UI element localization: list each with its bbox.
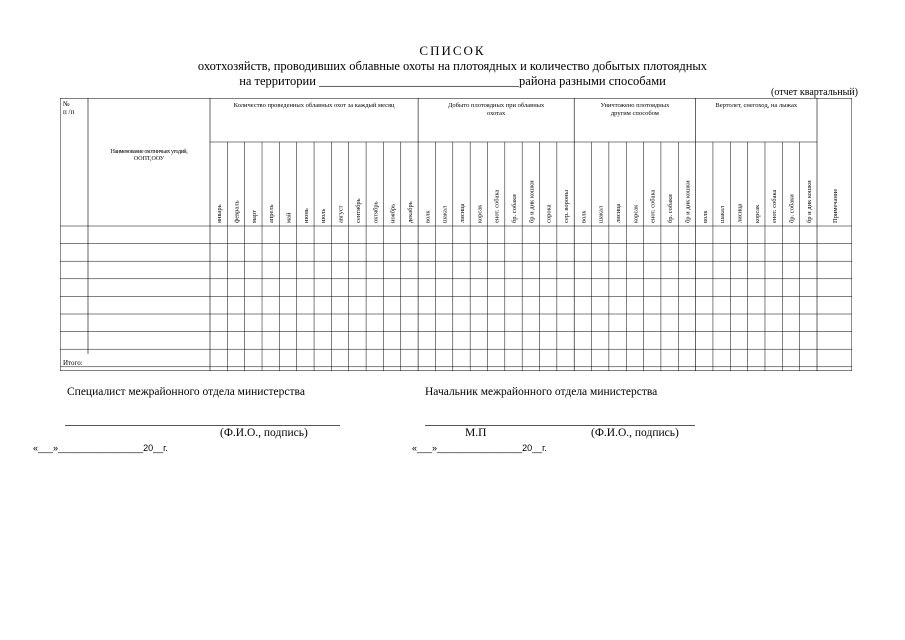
col-hunted-19-label: сорока xyxy=(545,204,553,223)
chief-title: Начальник межрайонного отдела министерства xyxy=(425,386,658,398)
report-table-grid xyxy=(60,98,852,371)
specialist-signature-caption: (Ф.И.О., подпись) xyxy=(220,427,308,439)
report-period-note: (отчет квартальный) xyxy=(771,87,858,98)
col-month-2-label: март xyxy=(250,210,258,223)
group-hunted-label-sub: охотах xyxy=(487,110,506,117)
stamp-place: М.П xyxy=(465,427,487,439)
col-month-7-label: август xyxy=(337,205,345,223)
col-hunted-12-label: волк xyxy=(424,210,432,223)
col-other-23-label: лисица xyxy=(615,203,623,223)
chief-signature-caption: (Ф.И.О., подпись) xyxy=(591,427,679,439)
col-hunted-13-label: шакал xyxy=(441,205,449,223)
col-number-label-sub: п /п xyxy=(63,108,75,116)
col-month-4-label: май xyxy=(285,212,293,223)
col-heli-30-label: лисица xyxy=(736,203,744,223)
group-other-label: Уничтожено плотоядных xyxy=(600,102,670,109)
col-other-25-label: енот. собака xyxy=(649,189,657,223)
col-other-27-label: бр и дик кошки xyxy=(684,180,692,223)
col-other-22-label: шакал xyxy=(597,205,605,223)
col-hunted-20-label: сер. вороны xyxy=(563,190,571,223)
col-heli-33-label: бр. собаки xyxy=(788,194,796,223)
col-month-5-label: июнь xyxy=(302,208,310,223)
document-subtitle-line1: охотхозяйств, проводивших облавные охоты на плотоядных и количество добытых плотоядных xyxy=(197,59,708,73)
col-hunted-18-label: бр и дик кошки xyxy=(528,180,536,223)
col-month-9-label: октябрь xyxy=(372,201,380,223)
group-months-label: Количество проведенных облавных охот за каждый месяц xyxy=(233,102,395,109)
report-table xyxy=(60,98,852,376)
col-heli-32-label: енот. собака xyxy=(771,189,779,223)
col-heli-28-label: волк xyxy=(701,210,709,223)
col-month-11-label: декабрь xyxy=(406,201,414,223)
document-subtitle-line2: на территории ________________________________района разными способами xyxy=(239,74,666,88)
col-hunted-17-label: бр. собаки xyxy=(511,194,518,223)
chief-signature-line xyxy=(425,425,695,426)
col-hunted-15-label: корсак xyxy=(476,204,484,223)
document-title: СПИСОК xyxy=(419,43,486,58)
col-month-6-label: июль xyxy=(320,208,328,223)
col-heli-29-label: шакал xyxy=(719,205,727,223)
col-name-label-sub: ООПТ,ООУ xyxy=(133,156,165,162)
col-month-1-label: февраль xyxy=(233,200,241,223)
specialist-title: Специалист межрайонного отдела министерства xyxy=(67,386,305,398)
specialist-date: «___»_________________20__г. xyxy=(33,443,168,453)
group-heli-label: Вертолет, снегоход, на лыжах xyxy=(715,102,798,109)
col-month-8-label: сентябрь xyxy=(354,198,362,223)
col-number-label: № xyxy=(63,100,70,108)
col-other-21-label: волк xyxy=(580,210,588,223)
col-other-26-label: бр. собаки xyxy=(667,194,675,223)
col-note-label: Примечание xyxy=(832,188,839,223)
col-heli-34-label: бр и дик кошки xyxy=(805,180,813,223)
group-other-label-sub: другим способом xyxy=(610,110,659,117)
chief-date: «___»_________________20__г. xyxy=(412,443,547,453)
col-hunted-16-label: енот. собака xyxy=(493,189,501,223)
col-month-0-label: январь xyxy=(216,204,224,223)
col-other-24-label: корсак xyxy=(632,204,640,223)
group-hunted-label: Добыто плотоядных при облавных xyxy=(448,102,545,109)
specialist-signature-line xyxy=(65,425,340,426)
total-row-label: Итого: xyxy=(63,359,83,367)
col-hunted-14-label: лисица xyxy=(458,203,466,223)
col-month-10-label: ноябрь xyxy=(389,203,397,223)
col-name-label: Наименование охотничьих угодий, xyxy=(110,149,188,155)
col-month-3-label: апрель xyxy=(268,204,276,223)
col-heli-31-label: корсак xyxy=(753,204,761,223)
